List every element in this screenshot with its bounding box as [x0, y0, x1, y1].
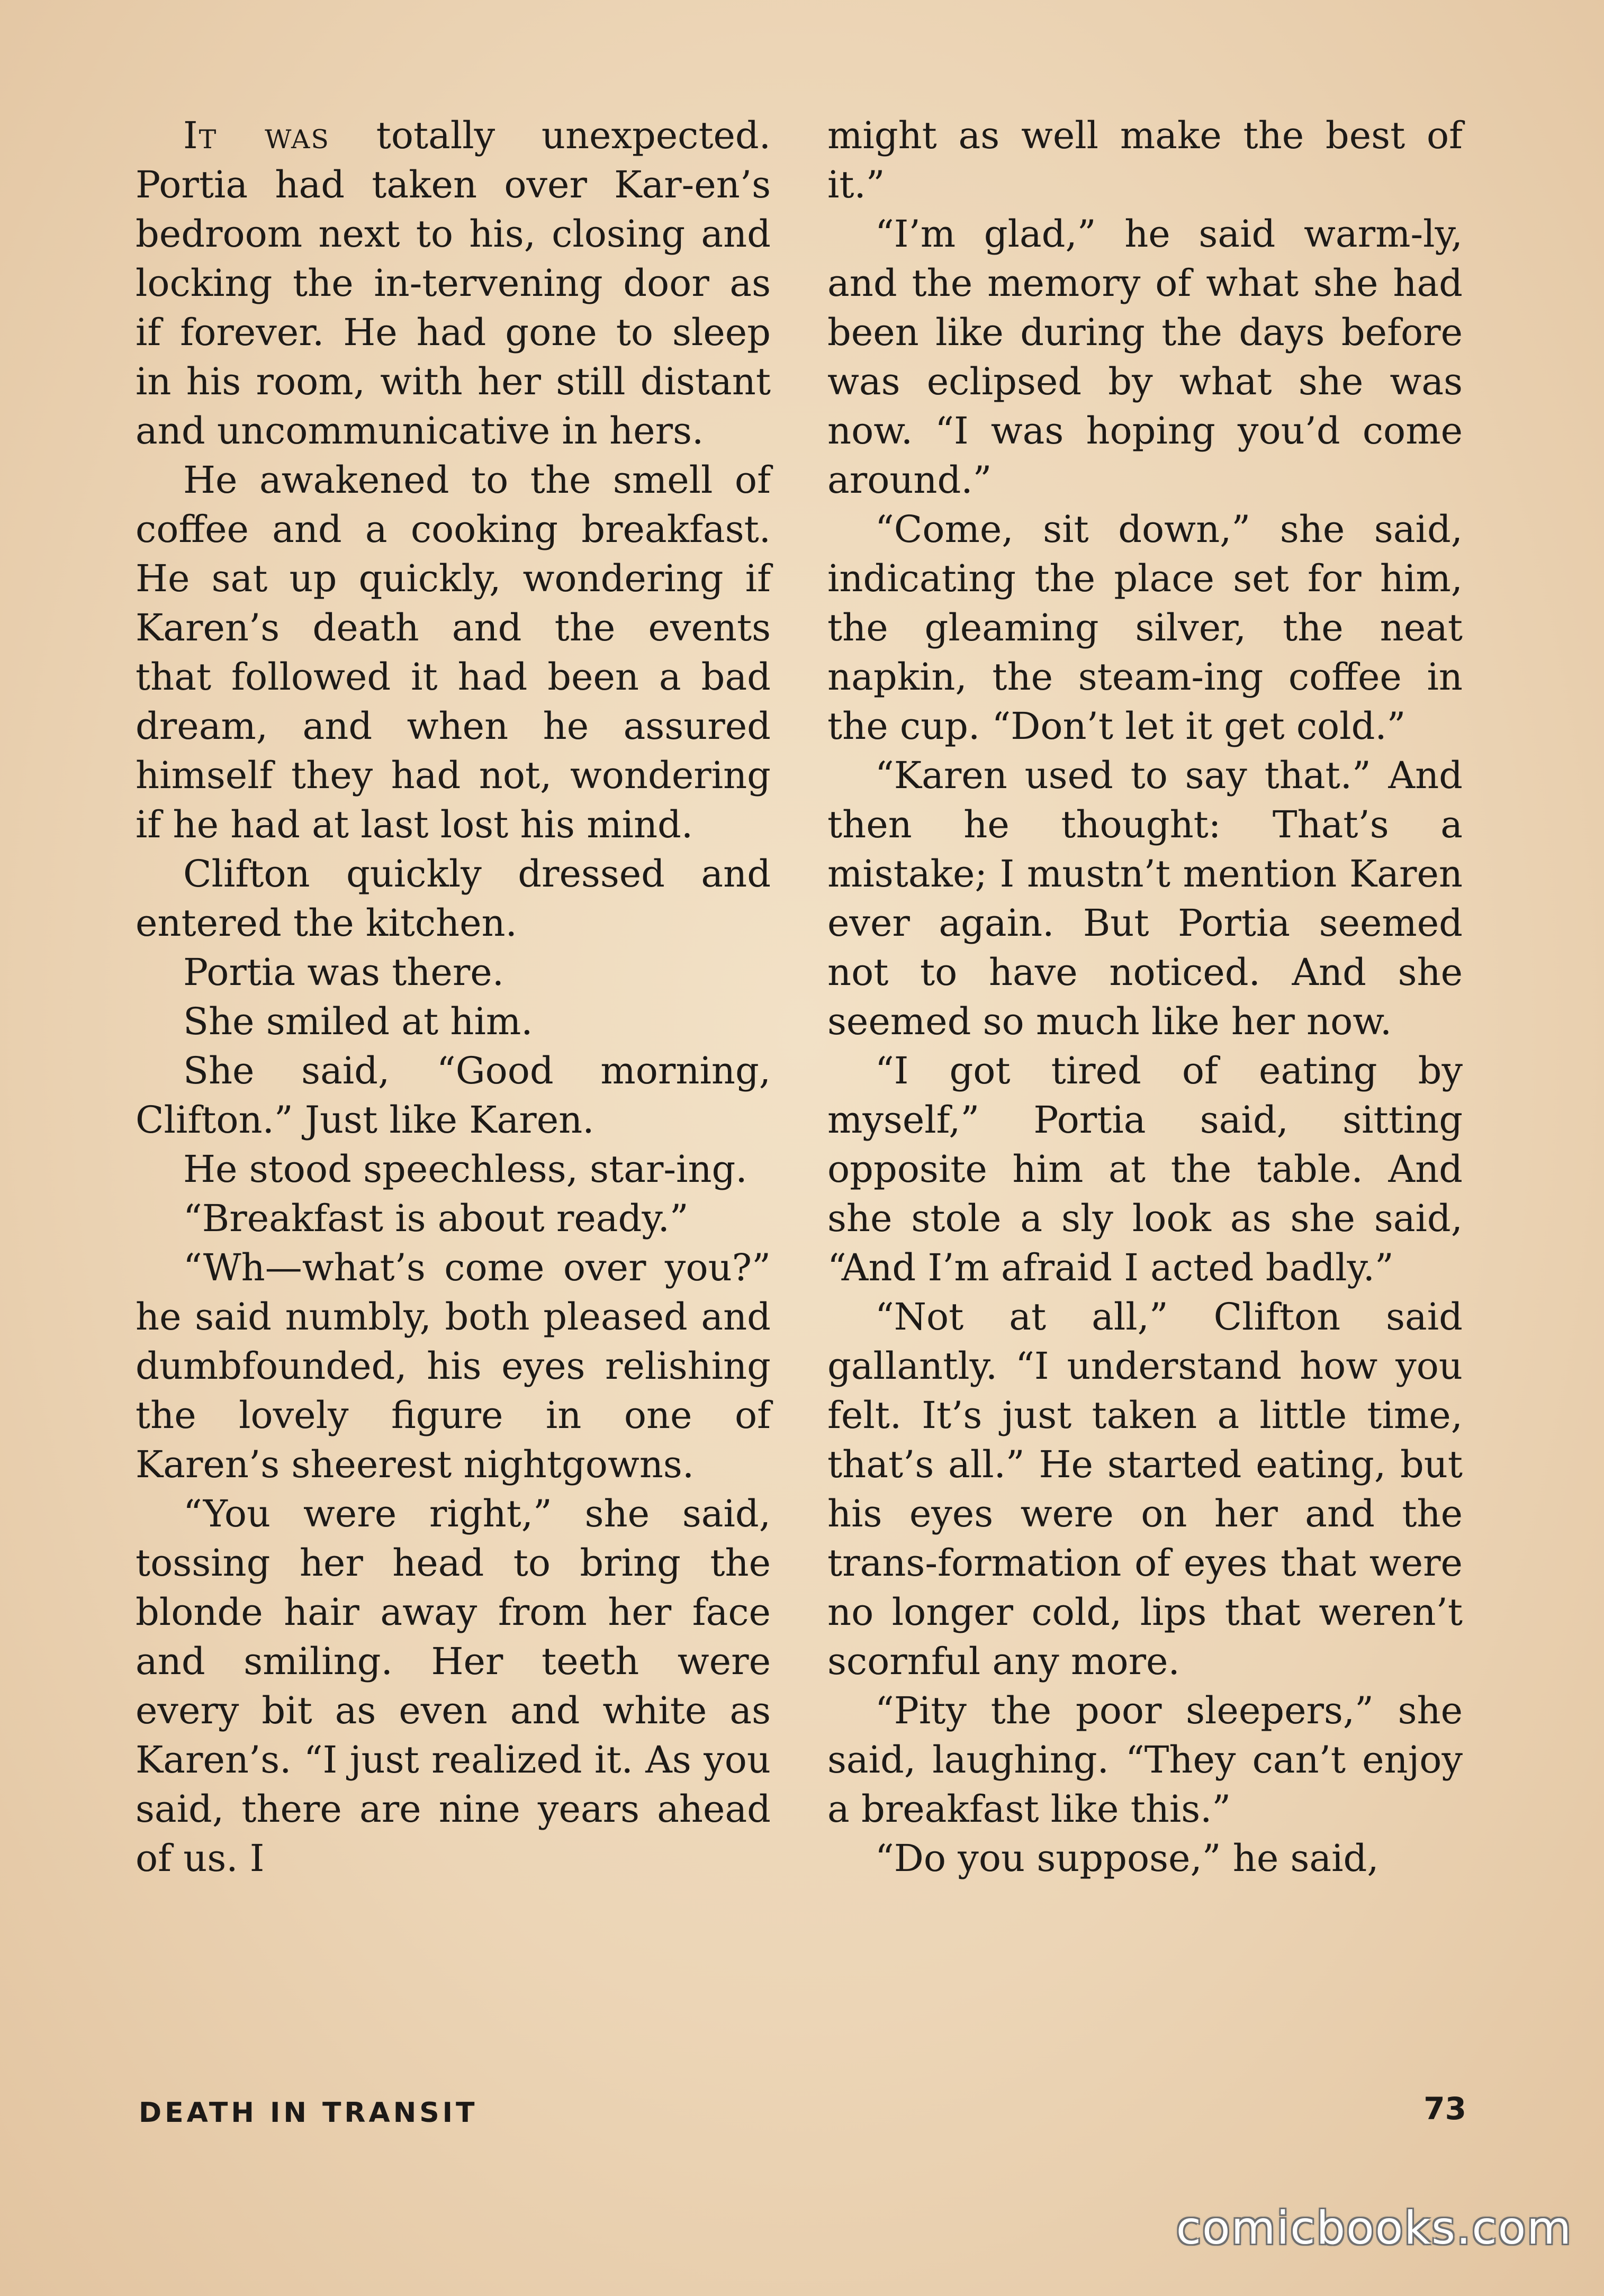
paragraph-lead-in: It was	[183, 114, 330, 157]
paragraph: Portia was there.	[183, 951, 504, 994]
paragraph: “Wh—what’s come over you?” he said numbly, both pleased and dumbfounded, his eyes relishing the lovely figure in one of Karen’s sheerest nightgowns.	[136, 1246, 771, 1486]
site-watermark: comicbooks.com	[1176, 2202, 1572, 2255]
paragraph: “I got tired of eating by myself,” Portia said, sitting opposite him at the table. And she stole a sly look as she said, “And I’m afraid I acted badly.”	[827, 1049, 1463, 1289]
left-text-column	[136, 111, 771, 1883]
paragraph: “Pity the poor sleepers,” she said, laughing. “They can’t enjoy a breakfast like this.”	[827, 1689, 1463, 1831]
paragraph-continuation: might as well make the best of it.”	[827, 114, 1463, 206]
paragraph: “Do you suppose,” he said,	[875, 1837, 1379, 1880]
paragraph: “I’m glad,” he said warm-ly, and the memory of what she had been like during the days before was eclipsed by what she was now. “I was hoping you’d come around.”	[827, 212, 1463, 502]
paragraph: She smiled at him.	[183, 1000, 533, 1043]
paragraph-text: totally unexpected. Portia had taken over Kar-en’s bedroom next to his, closing and locking the in-tervening door as if forever. He had gone to sleep in his room, with her still distant and uncommunicative in hers.	[136, 114, 771, 453]
paragraph: “Come, sit down,” she said, indicating the place set for him, the gleaming silver, the neat napkin, the steam-ing coffee in the cup. “Don’t let it get cold.”	[827, 508, 1463, 748]
paragraph: “Not at all,” Clifton said gallantly. “I understand how you felt. It’s just taken a little time, that’s all.” He started eating, but his eyes were on her and the trans-formation of eyes that were no longer cold, lips that weren’t scornful any more.	[827, 1295, 1463, 1683]
paragraph: Clifton quickly dressed and entered the kitchen.	[136, 852, 771, 945]
paragraph: “Karen used to say that.” And then he thought: That’s a mistake; I mustn’t mention Karen ever again. But Portia seemed not to have noticed. And she seemed so much like her now.	[827, 754, 1463, 1043]
paragraph: He stood speechless, star-ing.	[183, 1147, 747, 1191]
paragraph: “Breakfast is about ready.”	[183, 1197, 689, 1240]
paragraph: He awakened to the smell of coffee and a cooking breakfast. He sat up quickly, wondering if Karen’s death and the events that followed it had been a bad dream, and when he assured himself they had not, wondering if he had at last lost his mind.	[136, 458, 771, 846]
page-number: 73	[1423, 2091, 1466, 2127]
right-text-column	[827, 111, 1463, 1883]
paragraph: She said, “Good morning, Clifton.” Just like Karen.	[136, 1049, 771, 1142]
paragraph	[136, 111, 771, 456]
paragraph: “You were right,” she said, tossing her head to bring the blonde hair away from her face and smiling. Her teeth were every bit as even and white as Karen’s. “I just realized it. As you said, there are nine years ahead of us. I	[136, 1492, 771, 1880]
running-footer-title: DEATH IN TRANSIT	[139, 2097, 478, 2129]
